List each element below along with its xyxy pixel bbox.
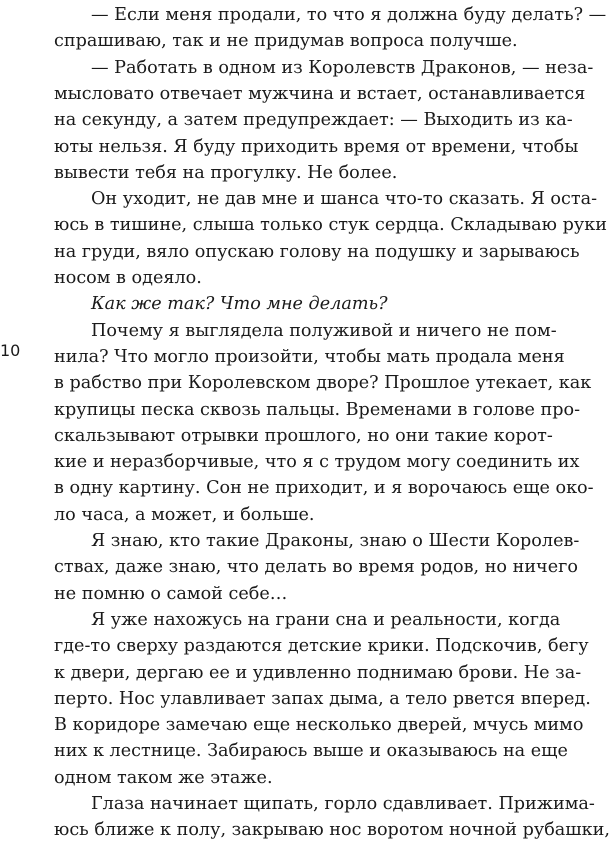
text-line: крупицы песка сквозь пальцы. Временами в голове про- bbox=[54, 399, 581, 420]
page-number: 10 bbox=[0, 341, 21, 360]
text-line: юты нельзя. Я буду приходить время от времени, чтобы bbox=[54, 136, 579, 157]
text-line: в рабство при Королевском дворе? Прошлое утекает, как bbox=[54, 373, 592, 394]
text-line: вывести тебя на прогулку. Не более. bbox=[54, 162, 398, 183]
text-line: юсь ближе к полу, закрываю нос воротом ночной рубашки, bbox=[54, 820, 610, 841]
italic-text-line: Как же так? Что мне делать? bbox=[91, 294, 388, 315]
text-line: Глаза начинает щипать, горло сдавливает. Прижима- bbox=[91, 794, 595, 814]
text-line: на груди, вяло опускаю голову на подушку и зарываюсь bbox=[54, 241, 580, 262]
text-line: В коридоре замечаю еще несколько дверей, мчусь мимо bbox=[54, 715, 584, 736]
text-line: Он уходит, не дав мне и шанса что-то сказать. Я оста- bbox=[91, 189, 598, 210]
text-line: нила? Что могло произойти, чтобы мать продала меня bbox=[54, 346, 565, 367]
text-line: — Если меня продали, то что я должна буду делать? — bbox=[91, 5, 607, 25]
text-line: юсь в тишине, слыша только стук сердца. Складываю руки bbox=[54, 215, 607, 236]
text-line: ло часа, а может, и больше. bbox=[54, 504, 315, 525]
text-line: к двери, дергаю ее и удивленно поднимаю брови. Не за- bbox=[54, 662, 582, 683]
text-line: мысловато отвечает мужчина и встает, останавливается bbox=[54, 83, 586, 104]
text-line: — Работать в одном из Королевств Драконов, — неза- bbox=[91, 57, 594, 78]
text-line: перто. Нос улавливает запах дыма, а тело рвется вперед. bbox=[54, 688, 591, 709]
text-line: одном таком же этаже. bbox=[54, 767, 273, 788]
text-line: не помню о самой себе… bbox=[54, 583, 288, 604]
text-line: Я уже нахожусь на грани сна и реальности, когда bbox=[91, 609, 561, 630]
text-line: Почему я выглядела полуживой и ничего не пом- bbox=[91, 320, 557, 341]
text-line: где-то сверху раздаются детские крики. Подскочив, бегу bbox=[54, 636, 589, 657]
text-line: Я знаю, кто такие Драконы, знаю о Шести Королев- bbox=[91, 531, 580, 551]
text-line: спрашиваю, так и не придумав вопроса получше. bbox=[54, 31, 518, 52]
text-line: кие и неразборчивые, что я с трудом могу соединить их bbox=[54, 452, 580, 473]
text-line: носом в одеяло. bbox=[54, 268, 202, 288]
text-line: в одну картину. Сон не приходит, и я ворочаюсь еще око- bbox=[54, 478, 594, 499]
text-line: ствах, даже знаю, что делать во время родов, но ничего bbox=[54, 557, 578, 578]
text-line: скальзывают отрывки прошлого, но они такие корот- bbox=[54, 425, 553, 446]
text-line: на секунду, а затем предупреждает: — Выходить из ка- bbox=[54, 110, 573, 131]
text-line: них к лестнице. Забираюсь выше и оказываюсь на еще bbox=[54, 741, 568, 762]
